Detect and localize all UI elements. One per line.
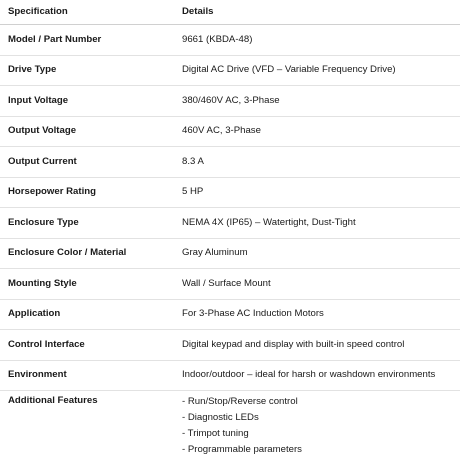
- table-row: [0, 269, 460, 300]
- row-label: Drive Type: [0, 55, 174, 86]
- column-header-specification: Specification: [0, 0, 174, 25]
- table-row: [0, 299, 460, 330]
- row-label: Enclosure Color / Material: [0, 238, 174, 269]
- row-label: Application: [0, 299, 174, 330]
- table-row: [0, 25, 460, 56]
- row-value: Indoor/outdoor – ideal for harsh or washdown environments: [174, 360, 460, 391]
- row-value: Wall / Surface Mount: [174, 269, 460, 300]
- table-row: [0, 116, 460, 147]
- row-value: For 3-Phase AC Induction Motors: [174, 299, 460, 330]
- row-label: Mounting Style: [0, 269, 174, 300]
- table-row-additional-features: [0, 391, 460, 471]
- row-label: Additional Features: [8, 395, 98, 406]
- row-value: Gray Aluminum: [174, 238, 460, 269]
- row-label: Enclosure Type: [0, 208, 174, 239]
- row-label: Environment: [0, 360, 174, 391]
- features-list: [182, 391, 460, 458]
- table-row: [0, 177, 460, 208]
- table-row: [0, 86, 460, 117]
- list-item: - Diagnostic LEDs: [182, 412, 259, 423]
- row-value: NEMA 4X (IP65) – Watertight, Dust-Tight: [174, 208, 460, 239]
- table-row: [0, 238, 460, 269]
- row-value: 5 HP: [174, 177, 460, 208]
- row-label: Output Voltage: [0, 116, 174, 147]
- row-label: Control Interface: [0, 330, 174, 361]
- table-row: [0, 55, 460, 86]
- table-row: [0, 208, 460, 239]
- row-label: Horsepower Rating: [0, 177, 174, 208]
- row-value: 460V AC, 3-Phase: [174, 116, 460, 147]
- features-cell: [174, 391, 460, 471]
- row-value: Digital keypad and display with built-in speed control: [174, 330, 460, 361]
- row-label: Output Current: [0, 147, 174, 178]
- row-label: Input Voltage: [0, 86, 174, 117]
- row-label: Model / Part Number: [0, 25, 174, 56]
- table-row: [0, 330, 460, 361]
- row-value: 8.3 A: [174, 147, 460, 178]
- row-value: Digital AC Drive (VFD – Variable Frequency Drive): [174, 55, 460, 86]
- table-row: [0, 360, 460, 391]
- row-value: 380/460V AC, 3-Phase: [174, 86, 460, 117]
- table-row: [0, 147, 460, 178]
- list-item: - Programmable parameters: [182, 444, 302, 455]
- list-item: - Run/Stop/Reverse control: [182, 396, 298, 407]
- column-header-details: Details: [174, 0, 460, 25]
- table-header-row: [0, 0, 460, 25]
- list-item: - Trimpot tuning: [182, 428, 249, 439]
- row-value: 9661 (KBDA-48): [174, 25, 460, 56]
